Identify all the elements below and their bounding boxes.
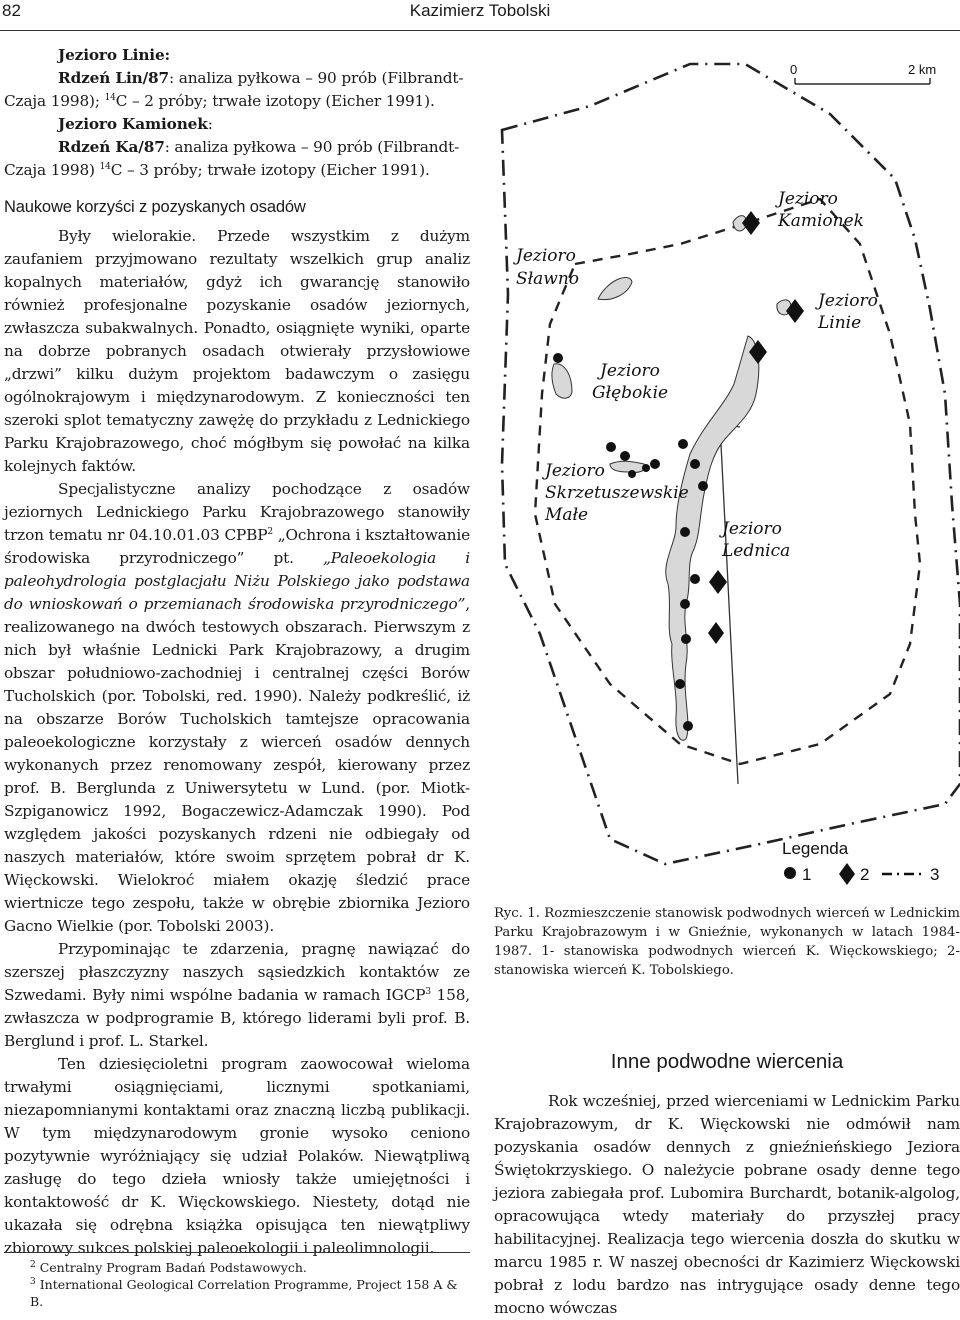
label-glebokie-2: Głębokie — [592, 383, 669, 403]
kamionek-core-line-2: Czaja 1998) $^{14}$C – 3 próby; trwałe izotopy (Eicher 1991). — [4, 161, 430, 179]
scale-start: 0 — [790, 62, 798, 77]
commune-boundary — [535, 199, 920, 764]
section-heading: Naukowe korzyści z pozyskanych osadów — [4, 198, 306, 216]
core-site-type1 — [698, 481, 708, 491]
lakes-map — [490, 44, 960, 894]
right-column — [494, 1090, 960, 1320]
core-site-type1 — [650, 459, 660, 469]
core-site-type1 — [620, 451, 630, 461]
core-site-type1 — [690, 459, 700, 469]
footnotes — [4, 1252, 470, 1310]
label-kamionek-2: Kamionek — [778, 211, 864, 231]
legend-item-2: 2 — [860, 865, 870, 884]
core-site-type2 — [742, 211, 760, 235]
linie-core-line: Rdzeń Lin/87: analiza pyłkowa – 90 prób (Filbrandt- — [58, 69, 464, 87]
label-skrz-3: Małe — [545, 505, 589, 525]
legend-diamond-symbol — [839, 863, 855, 885]
core-site-type1 — [683, 721, 693, 731]
paragraph-2: Specjalistyczne analizy pochodzące z osadów jeziornych Lednickiego Parku Krajobrazowego stanowiły trzon tematu nr 04.10.01.03 CPBP$^2$ „Ochrona i kształtowanie środowiska przyrodniczego” pt. „Paleoekologia i paleohydrologia postglacjału Niżu Polskiego jako podstawa do wnioskowań o przemianach środowiska przyrodniczego”, realizowanego na dwóch testowych obszarach. Pierwszym z nich był właśnie Lednicki Park Krajobrazowy, a drugim obszar południowo-zachodniej i centralnej części Borów Tucholskich (por. Tobolski, red. 1990). Należy podkreślić, iż na obszarze Borów Tucholskich tamtejsze opracowania paleoekologiczne korzystały z wierceń osadów dennych wykonanych przez renomowany zespół, kierowany przez prof. B. Berglunda z Uniwersytetu w Lund. (por. Miotk-Szpiganowicz 1992, Bogaczewicz-Adamczak 1990). Pod względem jakości pozyskanych rdzeni nie odbiegały od naszych materiałów, które swoim sprzętem pobrał dr K. Więckowski. Wielokroć miałem okazję śledzić prace wiertnicze tego zespołu, także w obrębie zbiornika Jezioro Gacno Wielkie (por. Tobolski 2003). — [4, 480, 470, 935]
page-number: 82 — [2, 1, 21, 20]
core-site-type2 — [708, 622, 724, 644]
kamionek-title-line: Jezioro Kamionek: — [58, 115, 213, 133]
legend-item-1: 1 — [802, 865, 812, 884]
paragraph-1: Były wielorakie. Przede wszystkim z dużym zaufaniem przyjmowano rezultaty wszelkich grup analiz kopalnych materiałów, gdyż ich gwarancję stanowiło również profesjonalne pozyskanie osadów jeziornych, zwłaszcza subakwalnych. Ponadto, osiągnięte wyniki, oparte na dobrze pobranych osadach otwierały przysłowiowe „drzwi” kilku dużym projektom badawczym o zasięgu ogólnokrajowym i międzynarodowym. Z konieczności ten szeroki splot tematyczny zawężę do przykładu z Lednickiego Parku Krajobrazowego, choć mógłbym się powołać na kilka kolejnych faktów. — [4, 227, 470, 475]
legend-title: Legenda — [782, 839, 849, 858]
paragraph-4: Ten dziesięcioletni program zaowocował wieloma trwałymi osiągnięciami, licznymi spotkaniami, niezapomnianymi kontaktami oraz znaczną liczbą publikacji. W tym międzynarodowym gronie wysoko ceniono pozytywnie wyróżniający się udział Polaków. Niewątpliwą zasługę do tego dzieła wniosły także umiejętności i kontaktowość dr K. Więckowskiego. Niestety, dotąd nie ukazała się odrębna książka opisująca ten niewątpliwy zbiorowy sukces polskiej paleoekologii i paleolimnologii. — [4, 1055, 470, 1257]
paragraph-3: Przypominając te zdarzenia, pragnę nawiązać do szerszej płaszczyzny naszych sąsiedzkich kontaktów ze Szwedami. Były nimi wspólne badania w ramach IGCP$^3$ 158, zwłaszcza w podprogramie B, którego liderami byli prof. B. Berglund i prof. L. Starkel. — [4, 940, 470, 1050]
core-site-type1 — [681, 634, 691, 644]
label-slawno-1: Jezioro — [516, 246, 576, 266]
label-linie-2: Linie — [818, 313, 862, 333]
footnote: $^3$ International Geological Correlation Programme, Project 158 A & B. — [30, 1276, 458, 1309]
core-site-type1 — [642, 464, 650, 472]
section-heading-right: Inne podwodne wiercenia — [610, 1050, 844, 1073]
label-slawno-2: Sławno — [516, 269, 580, 289]
core-site-type1 — [675, 679, 685, 689]
label-lednica-1: Jezioro — [722, 519, 782, 539]
paragraph-right-1: Rok wcześniej, przed wierceniami w Lednickim Parku Krajobrazowym, dr K. Więckowski nie odmówił nam pozyskania osadów dennych z gnieźnieńskiego Jeziora Świętokrzyskiego. O należycie pobrane osady denne tego jeziora zabiegała prof. Lubomira Burchardt, botanik-algolog, opracowująca wtedy materiały do przyszłej pracy habilitacyjnej. Realizacja tego wiercenia doszła do skutku w marcu 1985 r. W naszej obecności dr Kazimierz Więckowski pobrał z lodu bardzo nas intrygujące osady denne tego mocno wówczas — [494, 1092, 960, 1317]
label-lednica-2: Lednica — [722, 541, 791, 561]
legend-dot-symbol — [784, 867, 796, 879]
linie-core-line-2: Czaja 1998); $^{14}$C – 2 próby; trwałe izotopy (Eicher 1991). — [4, 92, 435, 110]
label-glebokie-1: Jezioro — [600, 361, 660, 381]
linie-title-line: Jezioro Linie: — [58, 46, 171, 64]
core-site-type1 — [628, 470, 636, 478]
figure-caption: Ryc. 1. Rozmieszczenie stanowisk podwodnych wierceń w Lednickim Parku Krajobrazowym i w Gnieźnie, wykonanych w latach 1984-1987. 1- stanowiska podwodnych wierceń K. Więckowskiego; 2- stanowiska wierceń K. Tobolskiego. — [494, 906, 960, 978]
left-column — [4, 44, 470, 1260]
lake-glebokie — [552, 364, 572, 398]
road-line — [720, 424, 738, 784]
legend-item-3: 3 — [930, 865, 940, 884]
label-skrz-2: Skrzetuszewskie — [545, 483, 689, 503]
core-site-type1 — [680, 599, 690, 609]
core-site-type1 — [553, 353, 563, 363]
label-skrz-1: Jezioro — [545, 461, 605, 481]
core-site-type1 — [678, 439, 688, 449]
lake-slawno — [598, 277, 632, 299]
label-kamionek-1: Jezioro — [778, 189, 838, 209]
scale-end: 2 km — [908, 62, 937, 77]
running-header — [0, 0, 960, 31]
core-site-type1 — [606, 442, 616, 452]
core-site-type1 — [690, 574, 700, 584]
label-linie-1: Jezioro — [818, 291, 878, 311]
project-title: „Paleoekologia i paleohydrologia postglacjału Niżu Polskiego jako podstawa do wnioskowań o przemianach środowiska przyrodniczego” — [4, 549, 470, 613]
lake-skrzetuszewskie — [610, 461, 646, 472]
running-author: Kazimierz Tobolski — [409, 1, 551, 20]
core-site-type1 — [680, 527, 690, 537]
footnote: $^2$ Centralny Program Badań Podstawowych. — [30, 1259, 307, 1275]
core-site-type2 — [709, 570, 727, 594]
kamionek-core-line: Rdzeń Ka/87: analiza pyłkowa – 90 prób (Filbrandt- — [58, 138, 460, 156]
